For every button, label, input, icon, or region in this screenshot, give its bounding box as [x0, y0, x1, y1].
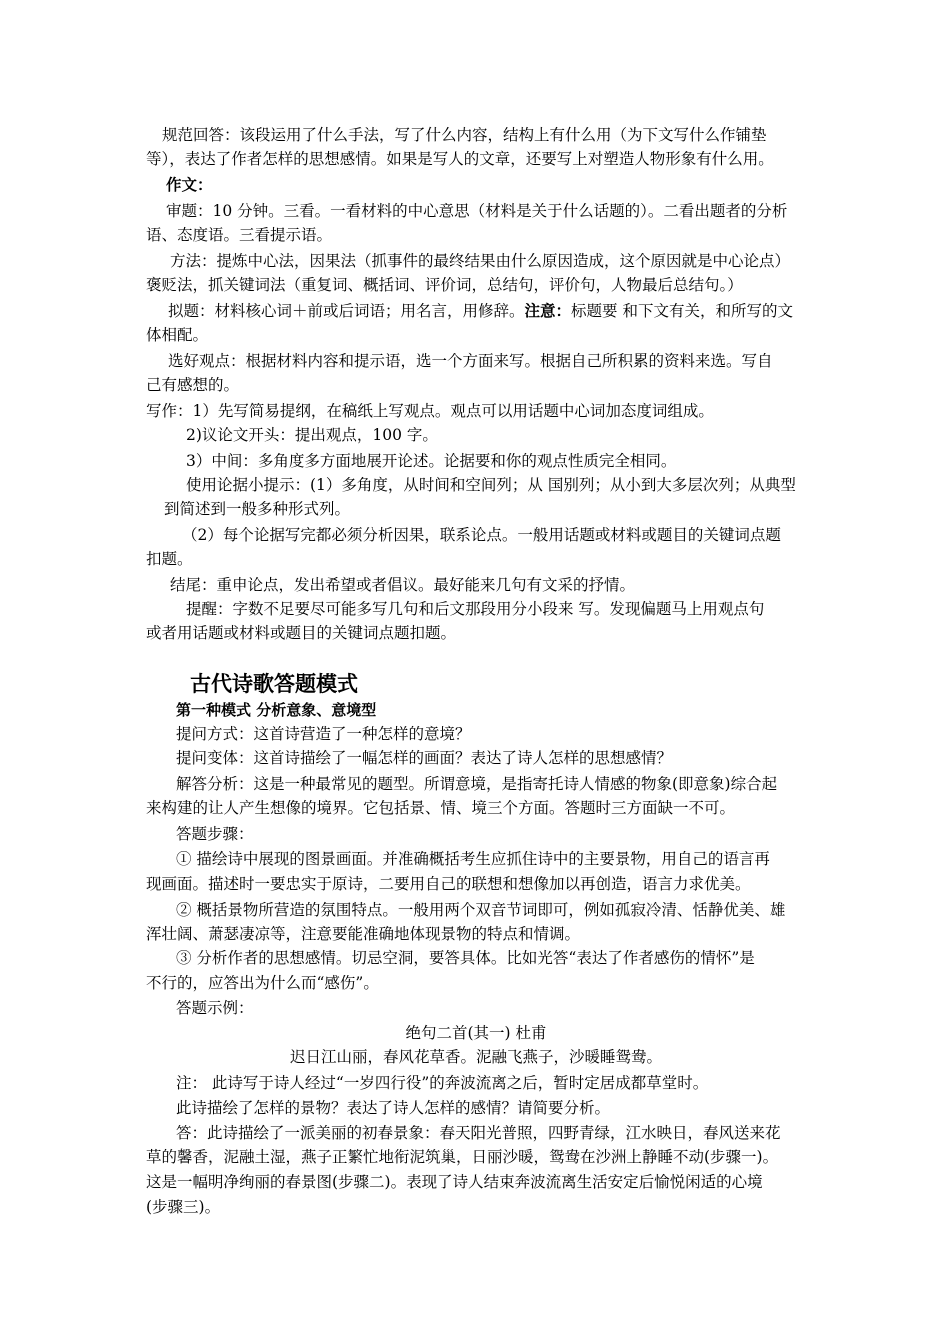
poem-body: 迟日江山丽，春风花草香。泥融飞燕子，沙暖睡鸳鸯。 [289, 1048, 662, 1066]
text-line: 3）中间：多角度多方面地展开论述。论据要和你的观点性质完全相同。 [186, 452, 677, 470]
text-line: 2)议论文开头：提出观点，100 字。 [186, 426, 438, 444]
text-line: ① 描绘诗中展现的图景画面。并准确概括考生应抓住诗中的主要景物，用自己的语言再 [176, 850, 770, 868]
text-line: 答题示例： [176, 999, 254, 1017]
text-line: ③ 分析作者的思想感情。切忌空洞，要答具体。比如光答“表达了作者感伤的情怀”是 [176, 949, 755, 967]
text-line: （2）每个论据写完都必须分析因果，联系论点。一般用话题或材料或题目的关键词点题 [182, 526, 781, 544]
text-line: 解答分析：这是一种最常见的题型。所谓意境，是指寄托诗人情感的物象(即意象)综合起 [176, 775, 778, 793]
text-line: 扣题。 [146, 550, 193, 568]
text-line: 浑壮阔、萧瑟凄凉等，注意要能准确地体现景物的特点和情调。 [146, 925, 581, 943]
text-line: 现画面。描述时一要忠实于原诗，二要用自己的联想和想像加以再创造，语言力求优美。 [146, 875, 751, 893]
text-line: 方法：提炼中心法，因果法（抓事件的最终结果由什么原因造成，这个原因就是中心论点） [170, 252, 791, 270]
text-line: 等），表达了作者怎样的思想感情。如果是写人的文章，还要写上对塑造人物形象有什么用。 [146, 150, 774, 168]
text-line: 注： 此诗写于诗人经过“一岁四行役”的奔波流离之后，暂时定居成都草堂时。 [176, 1074, 709, 1092]
text-line: 提问方式：这首诗营造了一种怎样的意境？ [176, 725, 471, 743]
text-line: 褒贬法，抓关键词法（重复词、概括词、评价词，总结句，评价句，人物最后总结句。） [146, 276, 743, 294]
subsection-title-mode1: 第一种模式 分析意象、意境型 [176, 701, 377, 719]
text-line: 答：此诗描绘了一派美丽的初春景象：春天阳光普照，四野青绿，江水映日，春风送来花 [176, 1124, 781, 1142]
poem-title: 绝句二首(其一) 杜甫 [405, 1024, 547, 1042]
text-line: ② 概括景物所营造的氛围特点。一般用两个双音节词即可，例如孤寂冷清、恬静优美、雄 [176, 901, 786, 919]
text-line: 结尾：重申论点，发出希望或者倡议。最好能来几句有文采的抒情。 [170, 576, 636, 594]
text-line: 来构建的让人产生想像的境界。它包括景、情、境三个方面。答题时三方面缺一不可。 [146, 799, 736, 817]
text-line: 此诗描绘了怎样的景物？表达了诗人怎样的感情？请简要分析。 [176, 1099, 611, 1117]
text-line: 提问变体：这首诗描绘了一幅怎样的画面？表达了诗人怎样的思想感情？ [176, 749, 673, 767]
text-line: 草的馨香，泥融土湿，燕子正繁忙地衔泥筑巢，日丽沙暖，鸳鸯在沙洲上静睡不动(步骤一)。 [146, 1148, 779, 1166]
text-line: 语、态度语。三看提示语。 [146, 226, 333, 244]
text-line: 不行的，应答出为什么而“感伤”。 [146, 974, 379, 992]
text-line: 规范回答：该段运用了什么手法，写了什么内容，结构上有什么用（为下文写什么作铺垫 [162, 126, 767, 144]
text-line: 或者用话题或材料或题目的关键词点题扣题。 [146, 624, 457, 642]
text-line: 到简述到一般多种形式列。 [164, 500, 351, 518]
text-line: 提醒：字数不足要尽可能多写几句和后文那段用分小段来 写。发现偏题马上用观点句 [186, 600, 765, 618]
text-line: 己有感想的。 [146, 376, 240, 394]
text-line: 答题步骤： [176, 825, 254, 843]
text-line: 写作：1）先写简易提纲，在稿纸上写观点。观点可以用话题中心词加态度词组成。 [146, 402, 714, 420]
text-line: 使用论据小提示：(1）多角度，从时间和空间列；从 国别列；从小到大多层次列；从典型 [186, 476, 796, 494]
section-title-poetry: 古代诗歌答题模式 [190, 672, 358, 696]
text-line: 这是一幅明净绚丽的春景图(步骤二)。表现了诗人结束奔波流离生活安定后愉悦闲适的心境 [146, 1173, 763, 1191]
text-line: 选好观点：根据材料内容和提示语，选一个方面来写。根据自己所积累的资料来选。写自 [168, 352, 773, 370]
text-line: 审题：10 分钟。三看。一看材料的中心意思（材料是关于什么话题的）。二看出题者的分析 [166, 202, 788, 220]
section-heading-composition: 作文： [166, 175, 213, 194]
text-line: 体相配。 [146, 326, 209, 344]
text-line: 拟题：材料核心词＋前或后词语；用名言，用修辞。注意：标题要 和下文有关，和所写的文 [168, 301, 793, 320]
text-line: (步骤三)。 [146, 1198, 221, 1216]
